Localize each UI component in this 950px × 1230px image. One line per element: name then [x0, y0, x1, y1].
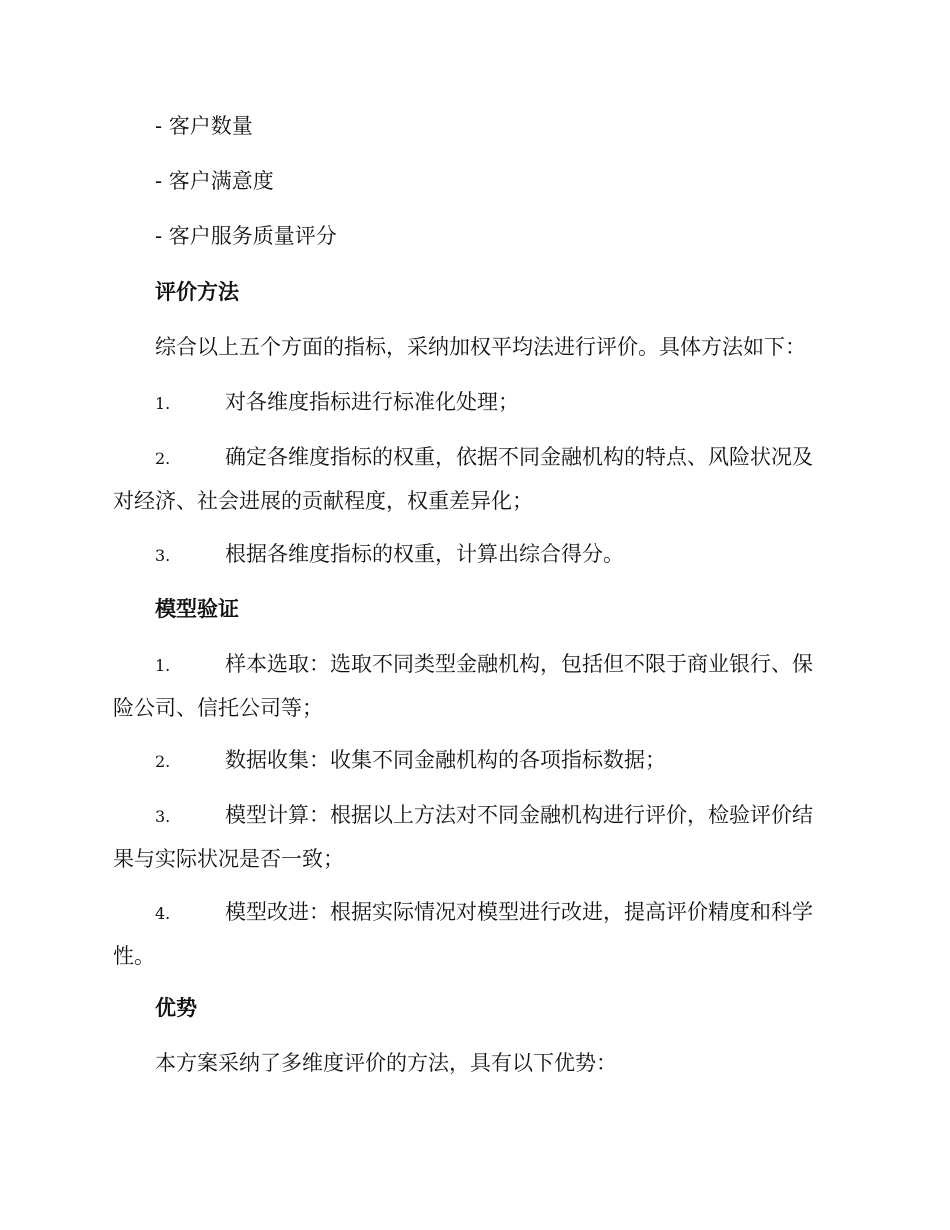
step-number: 3.	[155, 546, 171, 565]
section-heading-evaluation: 评价方法	[155, 280, 239, 304]
evaluation-step	[113, 381, 833, 425]
validation-step	[113, 739, 833, 783]
bullet-item: - 客户数量	[155, 114, 253, 138]
step-text: 模型改进：根据实际情况对模型进行改进，提高评价精度和科学性。	[113, 900, 813, 968]
validation-step	[113, 794, 833, 880]
step-number: 1.	[155, 656, 171, 675]
evaluation-intro: 综合以上五个方面的指标，采纳加权平均法进行评价。具体方法如下：	[155, 335, 806, 359]
step-number: 2.	[155, 449, 171, 468]
validation-step	[113, 643, 833, 729]
step-text: 确定各维度指标的权重，依据不同金融机构的特点、风险状况及对经济、社会进展的贡献程度，权重差异化；	[113, 445, 813, 513]
advantages-intro: 本方案采纳了多维度评价的方法，具有以下优势：	[155, 1051, 617, 1075]
evaluation-step	[113, 533, 833, 577]
step-number: 2.	[155, 752, 171, 771]
step-number: 4.	[155, 904, 171, 923]
step-number: 1.	[155, 394, 171, 413]
step-text: 对各维度指标进行标准化处理；	[225, 390, 519, 414]
bullet-item: - 客户满意度	[155, 169, 274, 193]
step-text: 数据收集：收集不同金融机构的各项指标数据；	[225, 748, 666, 772]
evaluation-step	[113, 436, 833, 522]
bullet-item: - 客户服务质量评分	[155, 224, 337, 248]
step-text: 模型计算：根据以上方法对不同金融机构进行评价，检验评价结果与实际状况是否一致；	[113, 803, 813, 871]
section-heading-model-validation: 模型验证	[155, 597, 239, 621]
step-number: 3.	[155, 807, 171, 826]
section-heading-advantages: 优势	[155, 996, 197, 1020]
validation-step	[113, 891, 833, 977]
step-text: 根据各维度指标的权重，计算出综合得分。	[225, 542, 624, 566]
step-text: 样本选取：选取不同类型金融机构，包括但不限于商业银行、保险公司、信托公司等；	[113, 652, 813, 720]
